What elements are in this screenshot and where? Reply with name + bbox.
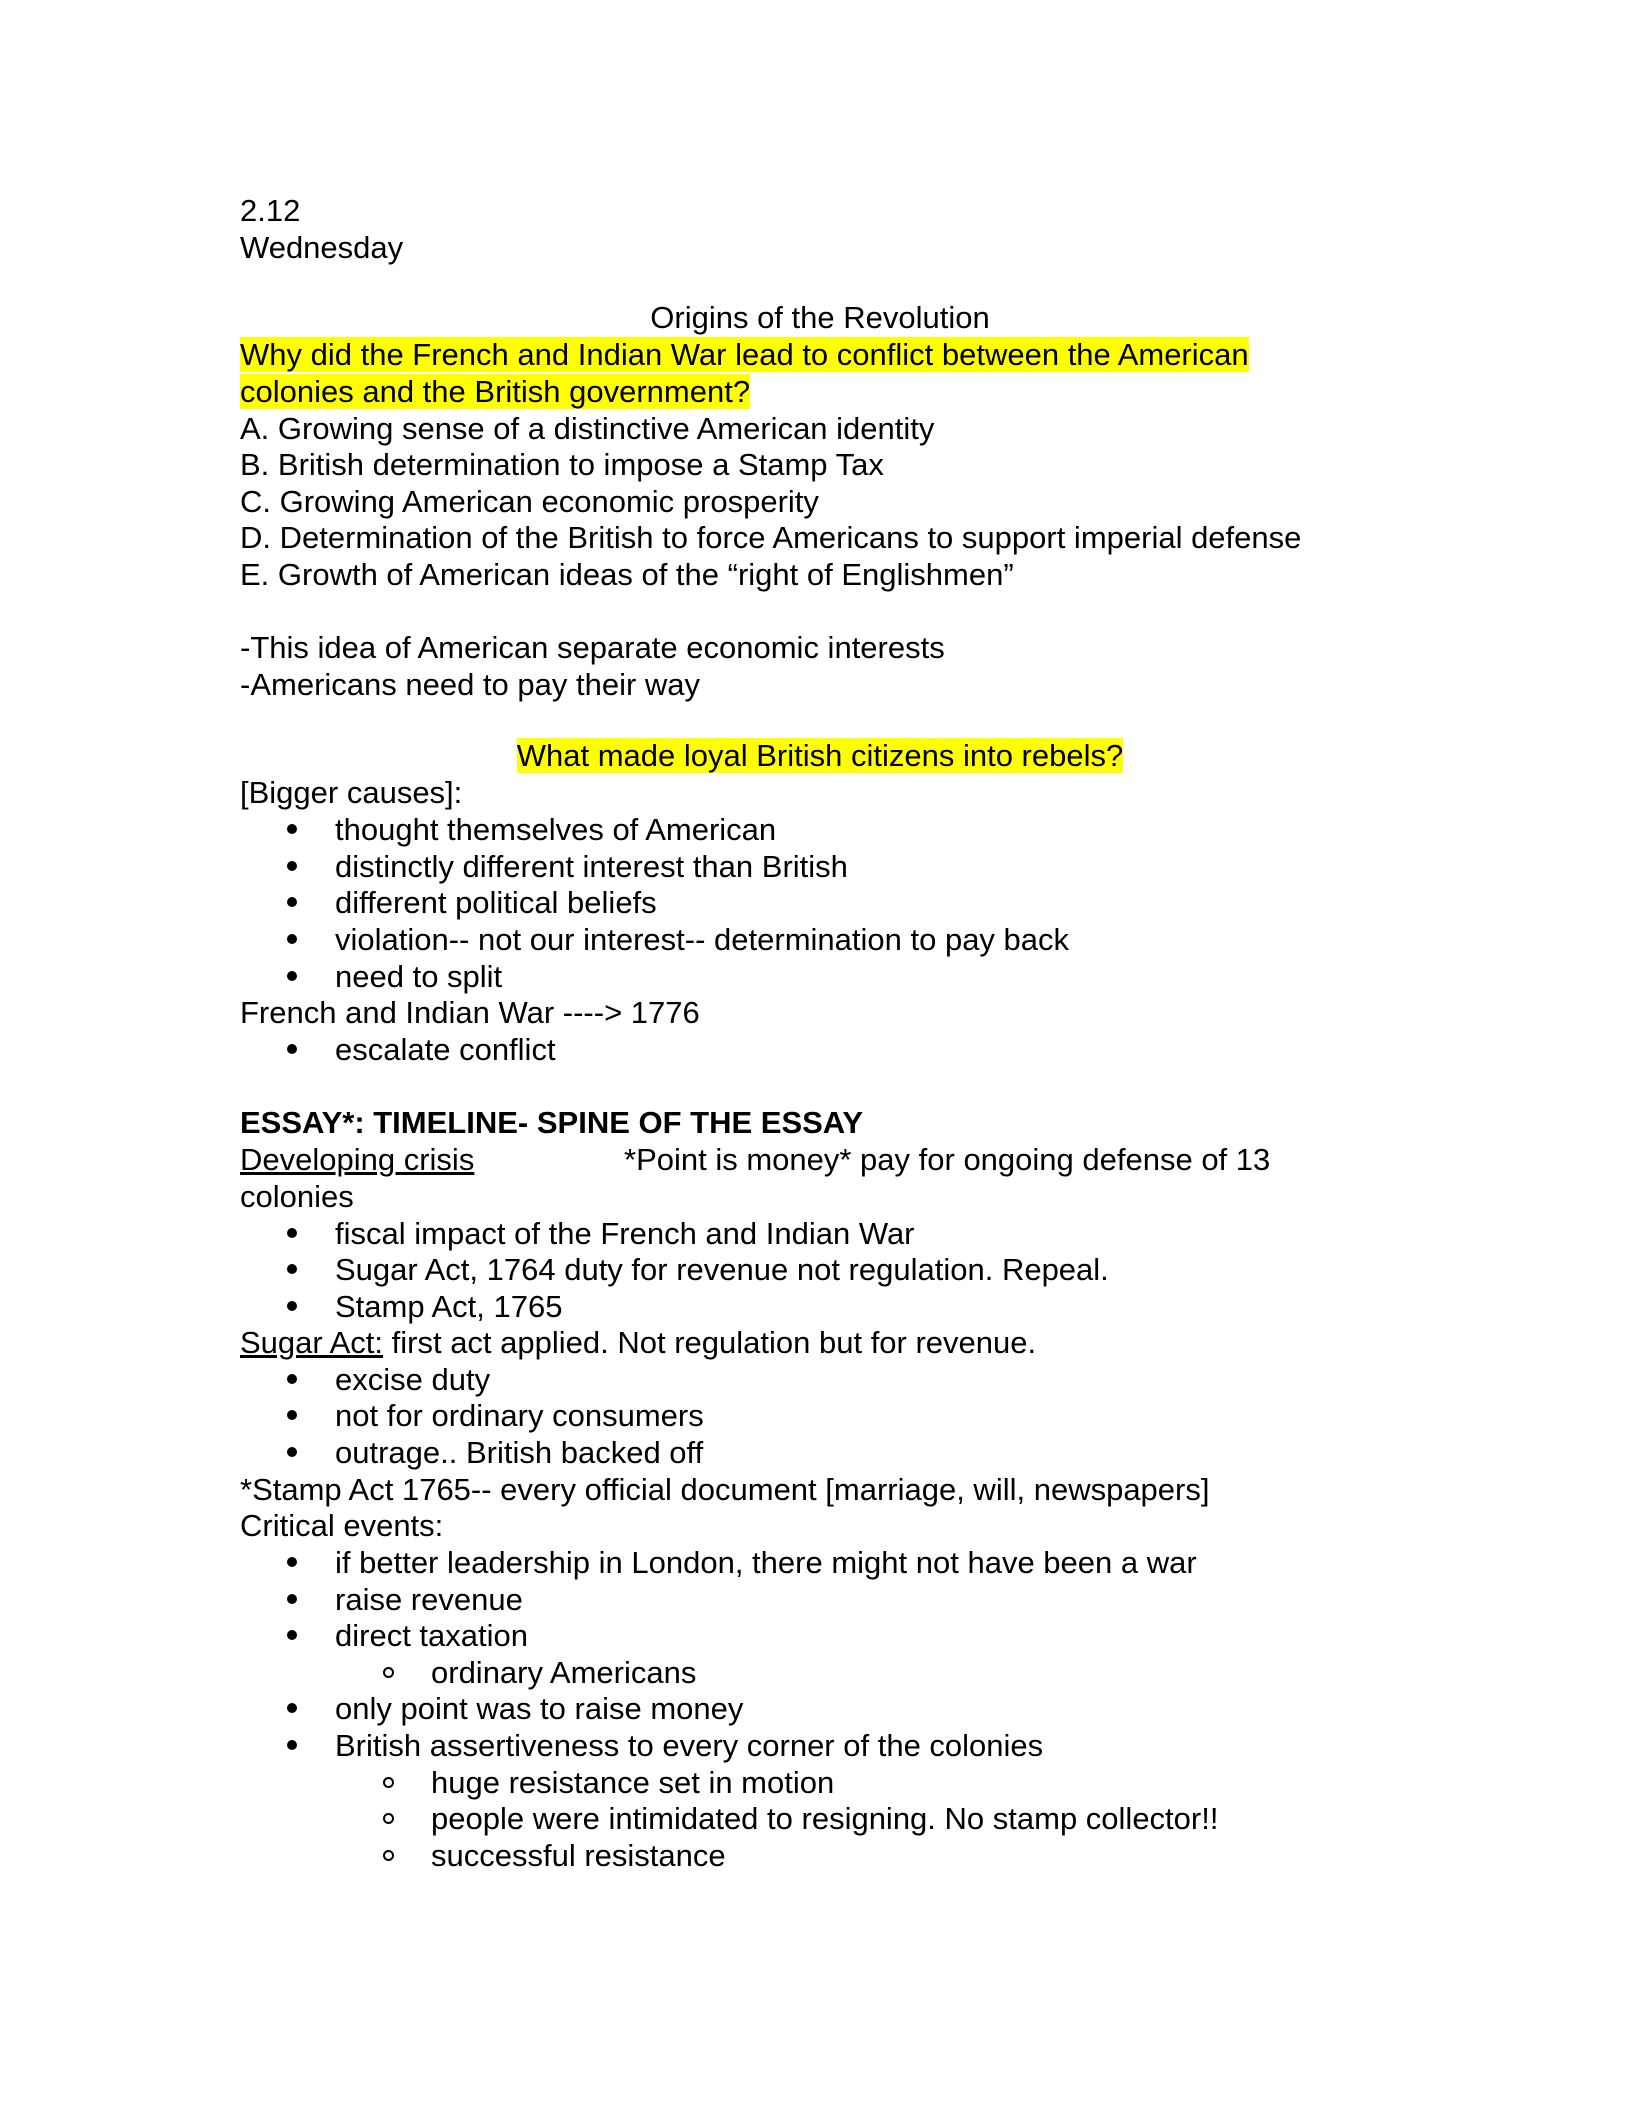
question-1-line-1: Why did the French and Indian War lead to conflict between the American (240, 337, 1249, 372)
circle-bullet-icon (383, 1850, 394, 1861)
bullet-icon (287, 824, 297, 834)
date-label: 2.12 (240, 193, 301, 228)
developing-crisis-point: *Point is money* pay for ongoing defense of 13 (624, 1142, 1271, 1177)
list-item: need to split (335, 959, 503, 994)
note-line: -Americans need to pay their way (240, 667, 701, 702)
war-timeline-line: French and Indian War ----> 1776 (240, 995, 700, 1030)
list-item: different political beliefs (335, 885, 657, 920)
bullet-icon (287, 1630, 297, 1640)
choice-a: A. Growing sense of a distinctive American identity (240, 411, 935, 446)
choice-b: B. British determination to impose a Stamp Tax (240, 447, 884, 482)
stamp-act-line: *Stamp Act 1765-- every official document [marriage, will, newspapers] (240, 1472, 1210, 1507)
circle-bullet-icon (383, 1813, 394, 1824)
critical-events-heading: Critical events: (240, 1508, 444, 1543)
sub-list-item: people were intimidated to resigning. No stamp collector!! (431, 1801, 1219, 1836)
bullet-icon (287, 897, 297, 907)
bigger-causes-heading: [Bigger causes]: (240, 775, 463, 810)
weekday-label: Wednesday (240, 230, 404, 265)
page-title: Origins of the Revolution (650, 300, 990, 335)
list-item: raise revenue (335, 1582, 523, 1617)
note-line: -This idea of American separate economic interests (240, 630, 945, 665)
bullet-icon (287, 971, 297, 981)
bullet-icon (287, 934, 297, 944)
developing-crisis-continued: colonies (240, 1179, 354, 1214)
list-item: if better leadership in London, there might not have been a war (335, 1545, 1197, 1580)
choice-d: D. Determination of the British to force Americans to support imperial defense (240, 520, 1302, 555)
bullet-icon (287, 1374, 297, 1384)
sugar-act-line: Sugar Act: first act applied. Not regulation but for revenue. (240, 1325, 1037, 1360)
bullet-icon (287, 1447, 297, 1457)
bullet-icon (287, 1228, 297, 1238)
list-item: outrage.. British backed off (335, 1435, 704, 1470)
list-item: violation-- not our interest-- determination to pay back (335, 922, 1070, 957)
circle-bullet-icon (383, 1667, 394, 1678)
bullet-icon (287, 1044, 297, 1054)
question-2: What made loyal British citizens into rebels? (516, 738, 1124, 773)
list-item: distinctly different interest than British (335, 849, 848, 884)
list-item: Stamp Act, 1765 (335, 1289, 563, 1324)
choice-c: C. Growing American economic prosperity (240, 484, 819, 519)
sugar-act-label: Sugar Act: (240, 1325, 384, 1360)
list-item: escalate conflict (335, 1032, 556, 1067)
list-item: British assertiveness to every corner of the colonies (335, 1728, 1044, 1763)
essay-heading: ESSAY*: TIMELINE- SPINE OF THE ESSAY (240, 1105, 864, 1140)
circle-bullet-icon (383, 1777, 394, 1788)
bullet-icon (287, 1264, 297, 1274)
bullet-icon (287, 1410, 297, 1420)
list-item: not for ordinary consumers (335, 1398, 704, 1433)
list-item: only point was to raise money (335, 1691, 744, 1726)
sub-list-item: ordinary Americans (431, 1655, 697, 1690)
list-item: fiscal impact of the French and Indian War (335, 1216, 915, 1251)
list-item: thought themselves of American (335, 812, 777, 847)
list-item: Sugar Act, 1764 duty for revenue not regulation. Repeal. (335, 1252, 1109, 1287)
choice-e: E. Growth of American ideas of the “right of Englishmen” (240, 557, 1014, 592)
bullet-icon (287, 1703, 297, 1713)
bullet-icon (287, 1594, 297, 1604)
sub-list-item: successful resistance (431, 1838, 726, 1873)
developing-crisis-line (240, 1141, 474, 1178)
bullet-icon (287, 861, 297, 871)
list-item: direct taxation (335, 1618, 528, 1653)
list-item: excise duty (335, 1362, 491, 1397)
developing-crisis-label: Developing crisis (240, 1142, 475, 1177)
bullet-icon (287, 1301, 297, 1311)
bullet-icon (287, 1557, 297, 1567)
sub-list-item: huge resistance set in motion (431, 1765, 835, 1800)
bullet-icon (287, 1740, 297, 1750)
question-1-line-2: colonies and the British government? (240, 374, 751, 409)
